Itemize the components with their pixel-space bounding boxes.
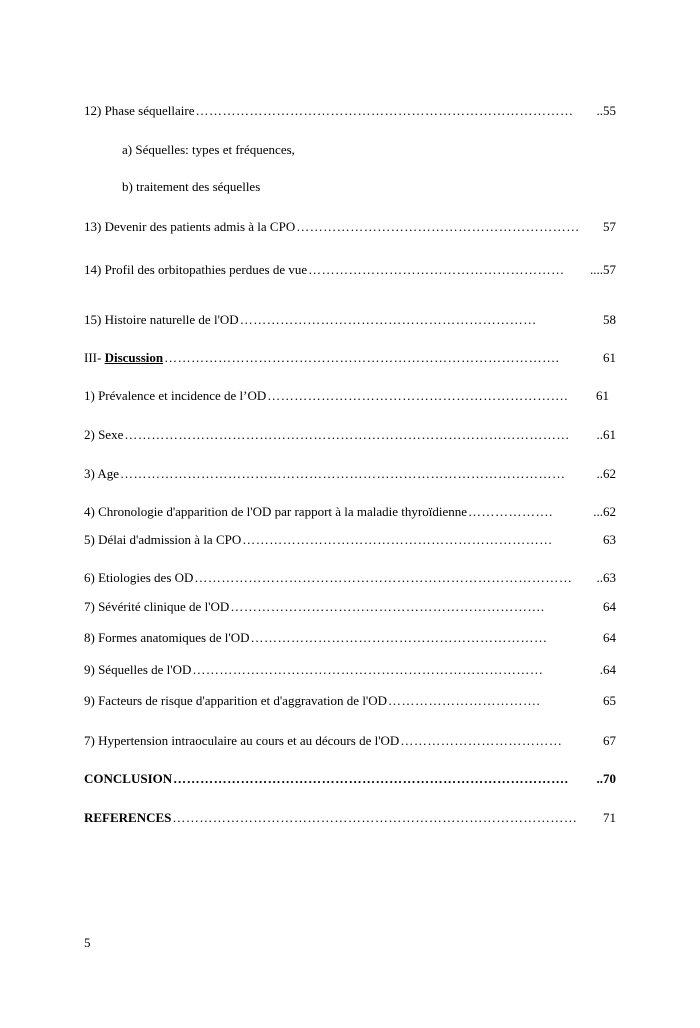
toc-entry-title: 5) Délai d'admission à la CPO (84, 532, 242, 547)
toc-entry-title-heading: Discussion (104, 350, 164, 365)
toc-entry-title: 7) Sévérité clinique de l'OD (84, 599, 230, 614)
toc-entry-title: 4) Chronologie d'apparition de l'OD par rapport à la maladie thyroïdienne (84, 504, 468, 519)
toc-entry-title: 15) Histoire naturelle de l'OD (84, 312, 239, 327)
toc-entry-15-histoire (84, 312, 616, 328)
toc-entry-title: 7) Hypertension intraoculaire au cours et au décours de l'OD (84, 733, 400, 748)
toc-entry-leader: …………………………………………………………… (242, 532, 553, 547)
toc-entry-title: CONCLUSION (84, 771, 173, 786)
toc-entry-leader: ……………………………………………………………………………. (173, 771, 569, 786)
toc-entry-5-delai (84, 532, 616, 548)
toc-entry-leader: ………………………………………………………………………… (195, 103, 574, 118)
toc-entry-leader: …………………………………………………………. (267, 388, 569, 403)
toc-entry-3-age (84, 466, 616, 482)
toc-entry-9-sequelles (84, 662, 616, 678)
toc-entry-leader: ……………………………………………………… (296, 219, 580, 234)
toc-entry-page: 64 (603, 630, 616, 645)
toc-entry-page: ...62 (593, 504, 616, 519)
toc-entry-title: REFERENCES (84, 810, 172, 825)
toc-entry-title: 14) Profil des orbitopathies perdues de vue (84, 262, 308, 277)
toc-entry-6-etiologies (84, 570, 616, 586)
toc-entry-title: 2) Sexe (84, 427, 124, 442)
toc-subentry-sequelles-types (122, 142, 295, 158)
toc-entry-page: ..70 (596, 771, 616, 786)
toc-entry-title: 9) Facteurs de risque d'apparition et d'aggravation de l'OD (84, 693, 388, 708)
toc-entry-iii-discussion (84, 350, 616, 366)
toc-entry-page: .64 (599, 662, 616, 677)
toc-entry-title: 1) Prévalence et incidence de l’OD (84, 388, 267, 403)
toc-entry-leader: ……………………………………………………………………………………… (120, 466, 566, 481)
toc-entry-page: ..63 (596, 570, 616, 585)
toc-entry-8-formes (84, 630, 616, 646)
toc-entry-page: ....57 (590, 262, 616, 277)
toc-entry-page: 71 (603, 810, 616, 825)
toc-entry-page: ..61 (596, 427, 616, 442)
toc-subentry-traitement-sequelles (122, 179, 260, 195)
toc-entry-title-prefix: III- (84, 350, 105, 365)
toc-entry-title: b) traitement des séquelles (122, 179, 261, 194)
toc-entry-leader: ………………. (468, 504, 553, 519)
toc-entry-page: 65 (603, 693, 616, 708)
toc-entry-12-phase-sequellaire (84, 103, 616, 119)
toc-entry-9-facteurs (84, 693, 616, 709)
toc-entry-leader: ………………………………………………………………………… (194, 570, 573, 585)
toc-entry-7-hypertension (84, 733, 616, 749)
toc-entry-page: 64 (603, 599, 616, 614)
page-number: 5 (84, 935, 91, 950)
toc-entry-conclusion (84, 771, 616, 787)
toc-entry-page: 58 (603, 312, 616, 327)
toc-entry-title: 12) Phase séquellaire (84, 103, 195, 118)
toc-entry-leader: ………………………………………………………… (250, 630, 548, 645)
toc-entry-page: 61 (603, 350, 616, 365)
toc-entry-title: 6) Etiologies des OD (84, 570, 194, 585)
toc-entry-leader: ………………………………………………… (308, 262, 565, 277)
toc-entry-7-severite (84, 599, 616, 615)
toc-entry-page: 63 (603, 532, 616, 547)
toc-entry-13-devenir (84, 219, 616, 235)
toc-entry-title (84, 350, 163, 366)
toc-entry-title: 3) Age (84, 466, 120, 481)
toc-entry-page: ..62 (596, 466, 616, 481)
toc-entry-14-profil (84, 262, 616, 278)
toc-entry-leader: ……………………………………………………………. (230, 599, 545, 614)
toc-entry-leader: ……………………………… (400, 733, 563, 748)
toc-entry-references (84, 810, 616, 826)
toc-entry-2-sexe (84, 427, 616, 443)
toc-entry-page: 67 (603, 733, 616, 748)
toc-entry-leader: ………………………………………………………… (239, 312, 537, 327)
toc-entry-page: 57 (603, 219, 616, 234)
toc-entry-leader: ……………………………………………………………………………………… (124, 427, 570, 442)
toc-entry-title: a) Séquelles: types et fréquences, (122, 142, 295, 157)
toc-entry-leader: …………………………………………………………………… (192, 662, 544, 677)
toc-entry-4-chronologie (84, 504, 616, 520)
toc-entry-title: 8) Formes anatomiques de l'OD (84, 630, 250, 645)
toc-entry-page: ..55 (596, 103, 616, 118)
toc-entry-title: 13) Devenir des patients admis à la CPO (84, 219, 296, 234)
toc-entry-title: 9) Séquelles de l'OD (84, 662, 192, 677)
toc-entry-page: 61 (596, 388, 609, 403)
toc-entry-leader: ……………………………………………………………………………. (164, 350, 560, 365)
toc-entry-1-prevalence (84, 388, 616, 404)
toc-entry-leader: ……………………………………………………………………………… (172, 810, 578, 825)
toc-entry-leader: ……………………………. (388, 693, 541, 708)
